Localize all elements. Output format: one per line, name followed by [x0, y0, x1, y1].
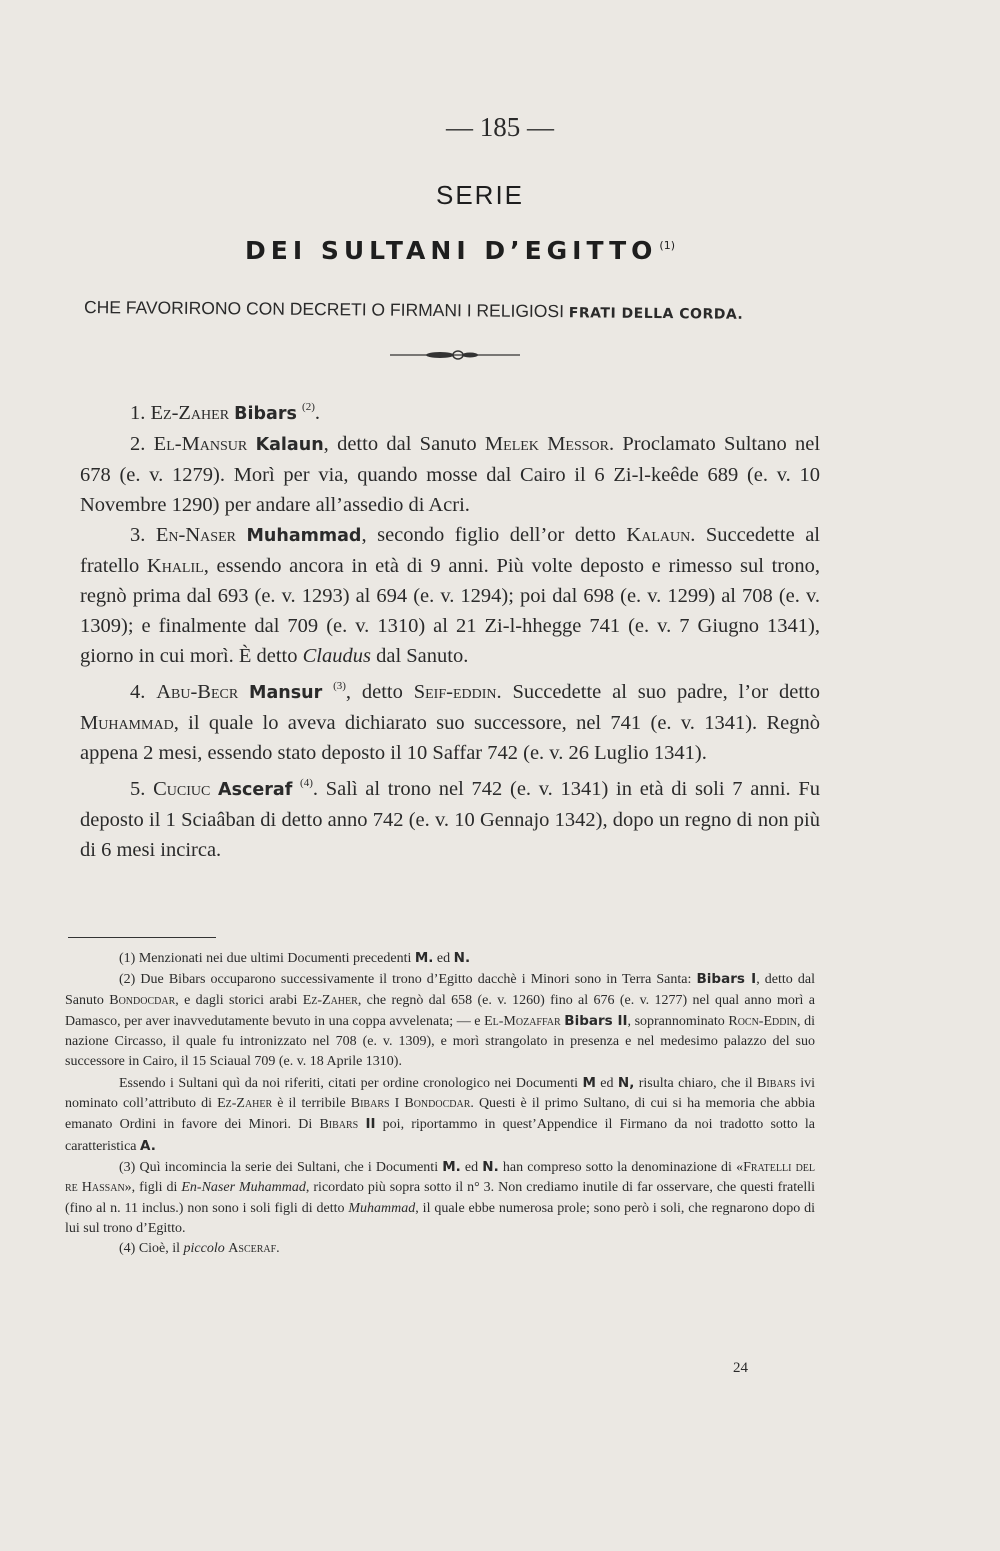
- footnote-3: [65, 1157, 815, 1239]
- ornament-divider: [390, 350, 520, 360]
- entry-number: 5.: [130, 778, 154, 800]
- entry-4: [80, 671, 820, 768]
- note-smallcaps: Ez-Zaher: [217, 1096, 273, 1112]
- entry-number: 1.: [130, 402, 151, 424]
- note-bold: M.: [414, 950, 434, 966]
- signature-mark: 24: [733, 1360, 748, 1376]
- heading-title: SERIE: [435, 180, 525, 210]
- sultan-name: Kalaun: [255, 435, 324, 455]
- note-bold: Bibars II: [564, 1012, 628, 1029]
- entry-text: , detto dal Sanuto: [323, 433, 485, 455]
- note-text: han compreso sotto la denominazione di «: [498, 1159, 744, 1175]
- entry-5: [80, 768, 820, 865]
- subtitle-text: DEI SULTANI D’EGITTO: [245, 236, 658, 265]
- footnote-ref: (4): [300, 777, 313, 789]
- sultan-list: [80, 392, 820, 865]
- note-text: (4) Cioè, il: [119, 1241, 184, 1257]
- sultan-name: Asceraf: [218, 780, 293, 800]
- entry-text: , essendo ancora in età di 9 anni. Più volte deposto e rimesso sul trono, regnò prima dal 693 (e. v. 1293) al 694 (e. v. 1294); poi dal 698 (e. v. 1299) al 708 (e. v. 1309); e finalmente dal 709 (e. v. 1310) al 21 Zi-l-hhegge 741 (e. v. 7 Giugno 1341), giorno in cui morì. È detto: [80, 555, 820, 667]
- note-italic: Muhammad: [348, 1200, 416, 1216]
- note-text: , il quale ebbe numerosa prole; sono però i soli, che regnarono dopo di lui sul trono d’Egitto.: [65, 1200, 815, 1236]
- note-bold: N.: [482, 1158, 499, 1175]
- footnote-ref: (3): [333, 680, 346, 692]
- note-text: , soprannominato: [627, 1013, 729, 1029]
- note-text: poi, riportammo in quest’Appendice il Firmano da noi tradotto sotto la caratteristica: [65, 1117, 816, 1154]
- sultan-name: Mansur: [249, 683, 323, 703]
- footnote-2-continued: [65, 1073, 815, 1157]
- footnote-ref: (1): [659, 239, 675, 252]
- footnote-4: [65, 1239, 815, 1259]
- note-smallcaps: Bibars: [757, 1075, 796, 1091]
- note-smallcaps: Rocn-Eddin: [728, 1013, 798, 1029]
- alias: Melek Messor: [484, 433, 609, 455]
- footnote-divider: [68, 937, 216, 938]
- footnote-ref: (2): [302, 401, 315, 413]
- note-text: (3) Quì incomincia la serie dei Sultani, che i Documenti: [119, 1159, 443, 1175]
- note-text: è il terribile: [272, 1096, 351, 1112]
- note-text: .: [276, 1241, 280, 1257]
- entry-prefix: Abu-Becr: [156, 681, 239, 703]
- note-text: . Questi è il primo Sultano, di cui si ha memoria che abbia emanato Ordini in favore dei Minori. Di: [65, 1096, 815, 1133]
- note-text: , e dagli storici arabi: [175, 992, 303, 1008]
- note-text: ed: [460, 1159, 483, 1175]
- entry-text: . Salì al trono nel 742 (e. v. 1341) in età di soli 7 anni. Fu deposto il 1 Sciaâban di detto anno 742 (e. v. 10 Gennajo 1342), dopo un regno di non più di 6 mesi incirca.: [80, 778, 821, 861]
- entry-text: , detto: [345, 681, 414, 703]
- subheading-part1: CHE FAVORIRONO CON DECRETI O FIRMANI I RELIGIOSI: [83, 297, 569, 322]
- note-smallcaps: Bibars I Bondocdar: [350, 1096, 471, 1112]
- note-italic: piccolo: [183, 1241, 225, 1257]
- entry-text: . Succedette al suo padre, l’or detto: [496, 681, 820, 703]
- note-text: », figli di: [124, 1180, 182, 1196]
- note-smallcaps: Bibars: [319, 1117, 359, 1133]
- note-text: , detto dal Sanuto: [65, 972, 815, 1008]
- entry-text: , secondo figlio dell’or detto: [361, 524, 627, 546]
- note-text: ed: [595, 1075, 618, 1091]
- note-smallcaps: Bondocdar: [109, 992, 176, 1008]
- entry-prefix: En-Naser: [155, 524, 236, 546]
- note-text: (1) Menzionati nei due ultimi Documenti precedenti: [119, 951, 415, 966]
- note-smallcaps: Asceraf: [228, 1241, 277, 1257]
- name-ref: Muhammad: [80, 712, 174, 734]
- footnote-2: [65, 969, 815, 1072]
- entry-prefix: Ez-Zaher: [150, 402, 230, 424]
- sultan-name: Bibars: [234, 404, 297, 424]
- entry-text: , il quale lo aveva dichiarato suo successore, nel 741 (e. v. 1341). Regnò appena 2 mesi, essendo stato deposto il 10 Saffar 742 (e. v. 26 Luglio 1341).: [80, 712, 820, 764]
- note-bold: N,: [617, 1074, 635, 1091]
- entry-1: [80, 392, 820, 429]
- subheading: [84, 297, 824, 324]
- entry-prefix: Cuciuc: [153, 778, 211, 800]
- footnote-1: [65, 948, 815, 969]
- note-bold: N.: [453, 950, 471, 966]
- footnotes: [65, 948, 815, 1259]
- entry-text: .: [314, 402, 320, 424]
- entry-prefix: El-Mansur: [153, 433, 248, 455]
- entry-2: [80, 429, 820, 520]
- alias: Claudus: [302, 645, 371, 667]
- note-bold: Bibars I: [696, 971, 757, 988]
- entry-text: . Succedette al fratello: [80, 524, 820, 577]
- note-text: , ricordato più sopra sotto il n° 3. Non crediamo inutile di far osservare, che questi fratelli (fino al n. 11 inclus.) non sono i soli figli di detto: [65, 1180, 815, 1216]
- note-text: ivi nominato coll’attributo di: [65, 1075, 816, 1112]
- page-number: — 185 —: [446, 112, 554, 142]
- note-smallcaps: Fratelli del re Hassan: [65, 1159, 816, 1196]
- entry-text: . Proclamato Sultano nel 678 (e. v. 1279). Morì per via, quando mosse dal Cairo il 6 Zi-l-keêde 689 (e. v. 10 Novembre 1290) per andare all’assedio di Acri.: [80, 433, 821, 516]
- alias: Seif-eddin: [413, 681, 497, 703]
- name-ref: Kalaun: [626, 524, 691, 546]
- note-smallcaps: Ez-Zaher: [302, 992, 358, 1008]
- note-text: risulta chiaro, che il: [634, 1075, 758, 1091]
- note-text: (2) Due Bibars occuparono successivamente il trono d’Egitto dacchè i Minori sono in Terra Santa:: [119, 972, 697, 988]
- entry-3: [80, 520, 820, 671]
- subheading-part2: FRATI DELLA CORDA.: [568, 305, 744, 323]
- note-text: , che regnò dal 658 (e. v. 1260) fino al 676 (e. v. 1277) nel qual anno morì a Damasco, per aver inavvedutamente bevuto in una coppa avvelenata; — e: [65, 992, 816, 1029]
- entry-number: 2.: [130, 433, 154, 455]
- note-text: ed: [433, 951, 454, 966]
- entry-text: dal Sanuto.: [370, 645, 469, 667]
- entry-number: 3.: [130, 524, 156, 546]
- note-smallcaps: El-Mozaffar: [484, 1013, 561, 1029]
- note-text: , di nazione Circasso, il quale fu intronizzato nel 708 (e. v. 1309), e morì strangolato in presenza e nel medesimo palazzo del suo successore in Cairo, il 15 Sciaual 709 (e. v. 18 Aprile 1310).: [65, 1013, 815, 1070]
- name-ref: Khalil: [146, 555, 204, 577]
- note-bold: M: [582, 1074, 596, 1091]
- note-text: Essendo i Sultani quì da noi riferiti, citati per ordine cronologico nei Documenti: [119, 1075, 583, 1091]
- note-italic: En-Naser Muhammad: [181, 1180, 306, 1196]
- entry-number: 4.: [130, 681, 157, 703]
- note-bold: M.: [442, 1158, 461, 1175]
- heading-subtitle: [0, 236, 920, 265]
- note-bold: A.: [140, 1137, 156, 1154]
- sultan-name: Muhammad: [246, 526, 362, 546]
- note-bold: II: [365, 1116, 376, 1133]
